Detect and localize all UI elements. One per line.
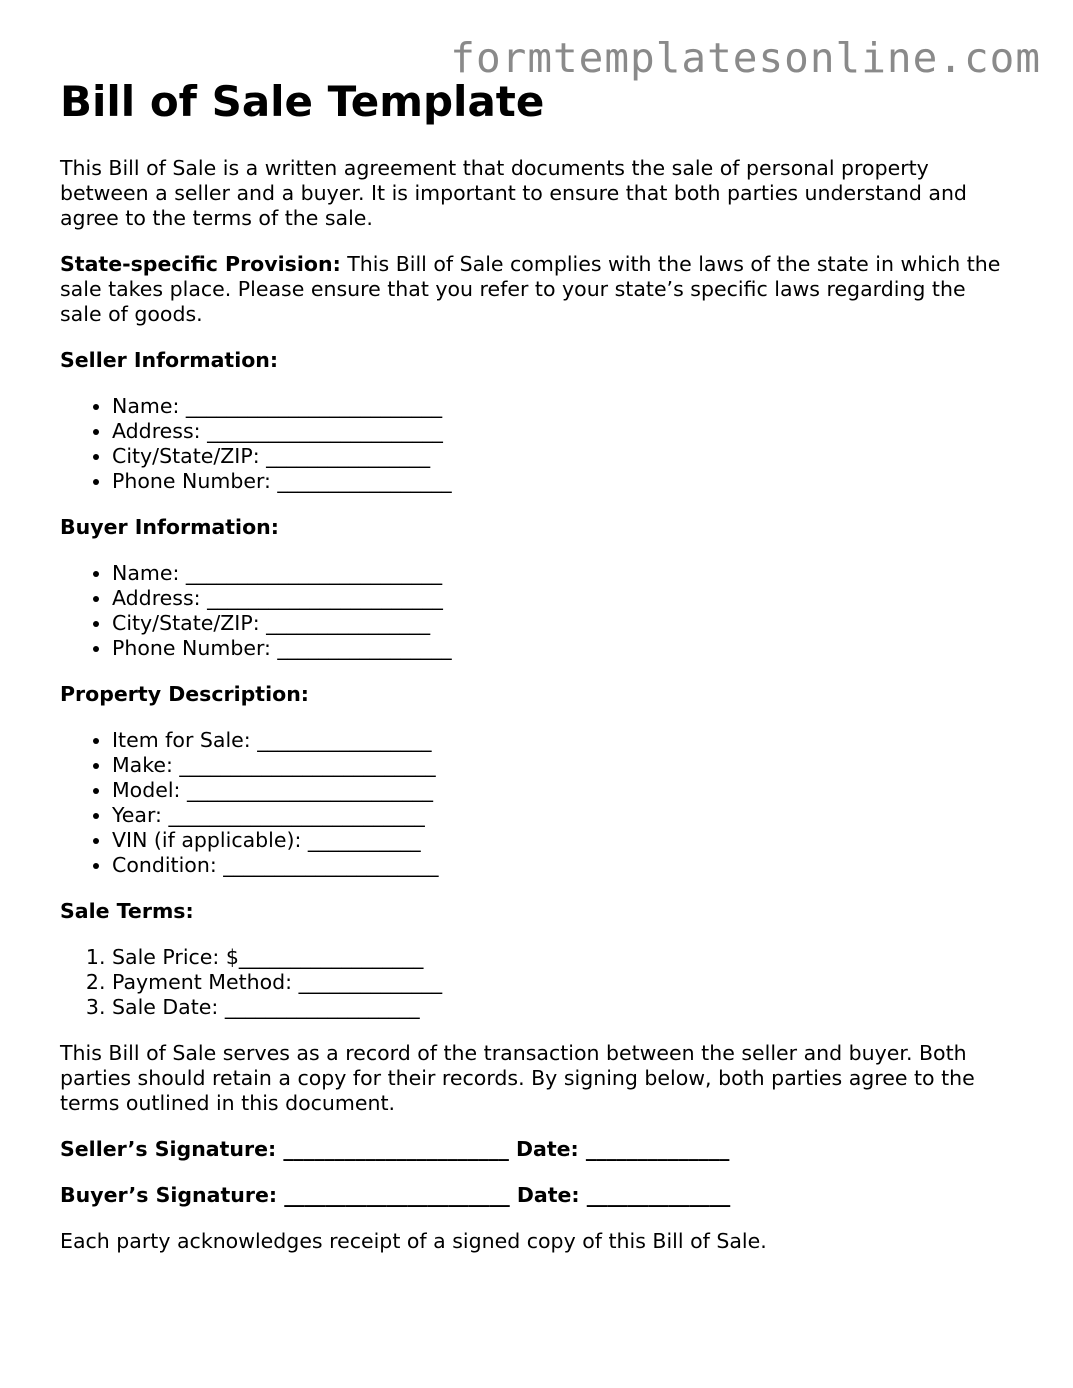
buyer-date-blank: ______________ <box>586 1183 731 1207</box>
seller-date-blank: ______________ <box>585 1137 730 1161</box>
buyer-heading: Buyer Information: <box>60 515 279 539</box>
terms-list <box>60 945 1010 1020</box>
buyer-address-field: • Address: _______________________ <box>112 586 1010 611</box>
buyer-signature-label: Buyer’s Signature: <box>60 1183 285 1207</box>
intro-paragraph: This Bill of Sale is a written agreement that documents the sale of personal property between a seller and a buyer. It is important to ensure that both parties understand and agree to the terms of the sale. <box>60 156 967 230</box>
provision-label: State-specific Provision: <box>60 252 341 276</box>
property-vin-field: • VIN (if applicable): ___________ <box>112 828 1010 853</box>
property-item-field: • Item for Sale: _________________ <box>112 728 1010 753</box>
seller-city-field: • City/State/ZIP: ________________ <box>112 444 1010 469</box>
provision-text: This Bill of Sale complies with the laws of the state in which the sale takes place. Please ensure that you refer to your state’s specific laws regarding the sale of goods. <box>60 252 1001 326</box>
buyer-date-label: Date: <box>509 1183 587 1207</box>
closing-paragraph: This Bill of Sale serves as a record of the transaction between the seller and buyer. Both parties should retain a copy for their records. By signing below, both parties agree to the terms outlined in this document. <box>60 1041 975 1115</box>
buyer-signature-blank: ______________________ <box>284 1183 510 1207</box>
seller-signature-label: Seller’s Signature: <box>60 1137 284 1161</box>
property-list <box>60 728 1010 878</box>
page-title: Bill of Sale Template <box>60 77 545 126</box>
seller-heading: Seller Information: <box>60 348 279 372</box>
buyer-name-field: • Name: _________________________ <box>112 561 1010 586</box>
property-make-field: • Make: _________________________ <box>112 753 1010 778</box>
terms-date-field: 3. Sale Date: ___________________ <box>112 995 1010 1020</box>
provision-paragraph <box>60 252 1010 327</box>
acknowledgement-paragraph: Each party acknowledges receipt of a signed copy of this Bill of Sale. <box>60 1229 767 1253</box>
buyer-phone-field: • Phone Number: _________________ <box>112 636 1010 661</box>
seller-name-field: • Name: _________________________ <box>112 394 1010 419</box>
buyer-list <box>60 561 1010 661</box>
buyer-signature-line <box>60 1183 1010 1208</box>
property-heading: Property Description: <box>60 682 309 706</box>
seller-date-label: Date: <box>508 1137 586 1161</box>
seller-phone-field: • Phone Number: _________________ <box>112 469 1010 494</box>
seller-address-field: • Address: _______________________ <box>112 419 1010 444</box>
buyer-city-field: • City/State/ZIP: ________________ <box>112 611 1010 636</box>
seller-signature-blank: ______________________ <box>283 1137 509 1161</box>
terms-heading: Sale Terms: <box>60 899 194 923</box>
terms-price-field: 1. Sale Price: $__________________ <box>112 945 1010 970</box>
seller-signature-line <box>60 1137 1010 1162</box>
seller-list <box>60 394 1010 494</box>
document-body <box>60 78 1010 1275</box>
terms-payment-field: 2. Payment Method: ______________ <box>112 970 1010 995</box>
property-year-field: • Year: _________________________ <box>112 803 1010 828</box>
watermark: formtemplatesonline.com <box>450 34 1041 82</box>
property-condition-field: • Condition: _____________________ <box>112 853 1010 878</box>
property-model-field: • Model: ________________________ <box>112 778 1010 803</box>
